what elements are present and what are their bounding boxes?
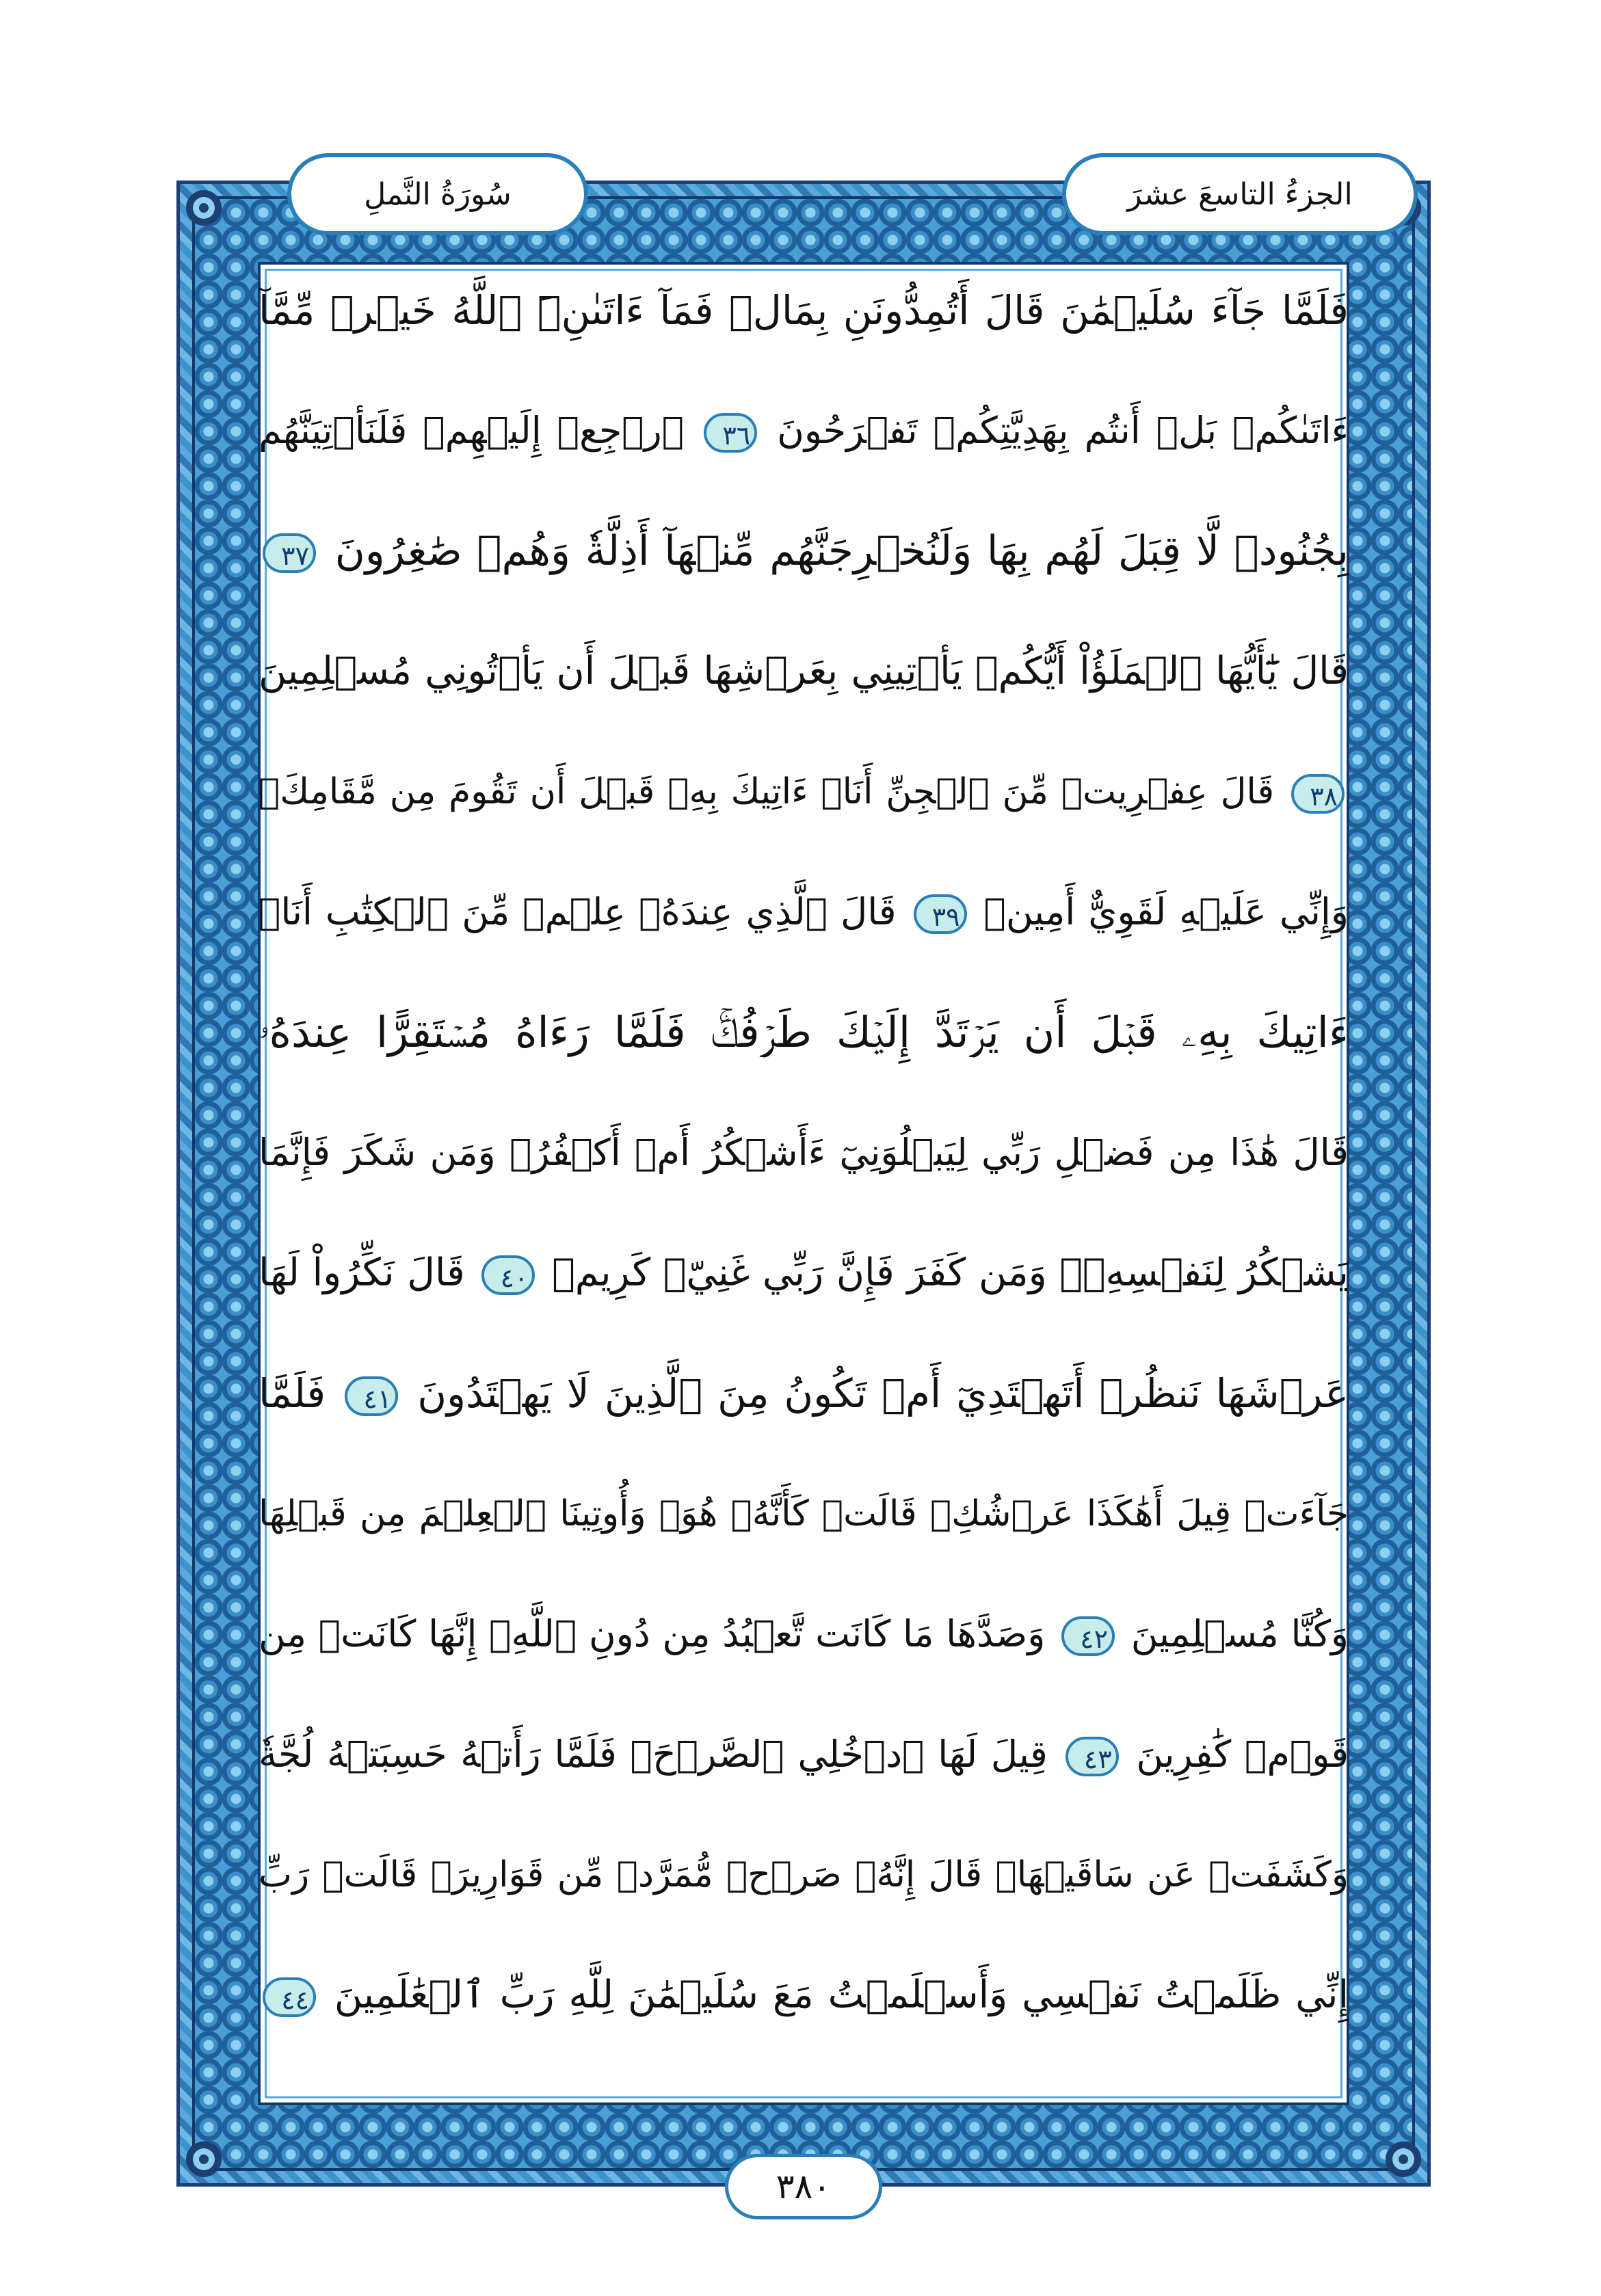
verse-text: قَالَ ٱلَّذِي عِندَهُۥ عِلۡمٞ مِّنَ ٱلۡكِتَٰبِ أَنَا۠: [259, 890, 897, 933]
page-number: ٣٨٠: [776, 2167, 832, 2206]
corner-ornament-icon: [183, 2139, 224, 2180]
text-line: [259, 617, 1349, 726]
surah-label: [287, 153, 588, 235]
ayah-marker-icon: ٤٠: [481, 1255, 535, 1295]
text-line: [259, 1459, 1349, 1569]
ayah-marker-icon: ٣٨: [1291, 774, 1345, 814]
text-line: [259, 1940, 1349, 2050]
verse-text: جَآءَتۡ قِيلَ أَهَٰكَذَا عَرۡشُكِۖ قَالَتۡ كَأَنَّهُۥ هُوَۚ وَأُوتِينَا ٱلۡعِلۡمَ مِن قَبۡلِهَا: [259, 1493, 1349, 1534]
ayah-marker-icon: ٣٧: [263, 533, 316, 573]
page-number-badge: [725, 2154, 882, 2219]
verse-text: قَوۡمٖ كَٰفِرِينَ: [1136, 1733, 1349, 1776]
verse-text: ءَاتِيكَ بِهِۦ قَبۡلَ أَن يَرۡتَدَّ إِلَيۡكَ طَرۡفُكَۚ فَلَمَّا رَءَاهُ مُسۡتَقِرًّا عِندَهُۥ: [259, 1007, 1349, 1057]
verse-text: يَشۡكُرُ لِنَفۡسِهِۦۖ وَمَن كَفَرَ فَإِنَّ رَبِّي غَنِيّٞ كَرِيمٞ: [552, 1251, 1349, 1295]
text-line: [259, 857, 1349, 967]
verse-text: ٱرۡجِعۡ إِلَيۡهِمۡ فَلَنَأۡتِيَنَّهُم: [259, 409, 685, 452]
verse-text: قَالَ عِفۡرِيتٞ مِّنَ ٱلۡجِنِّ أَنَا۠ ءَاتِيكَ بِهِۦ قَبۡلَ أَن تَقُومَ مِن مَّقَامِكَۖ: [259, 771, 1275, 812]
verse-text: وَصَدَّهَا مَا كَانَت تَّعۡبُدُ مِن دُونِ ٱللَّهِۖ إِنَّهَا كَانَتۡ مِن: [259, 1612, 1046, 1655]
ayah-marker-icon: ٣٦: [704, 413, 757, 453]
ayah-marker-icon: ٤٣: [1066, 1737, 1119, 1776]
text-line: [259, 1098, 1349, 1207]
text-line: [259, 1579, 1349, 1689]
verse-text: إِنِّي ظَلَمۡتُ نَفۡسِي وَأَسۡلَمۡتُ مَعَ سُلَيۡمَٰنَ لِلَّهِ رَبِّ ٱلۡعَٰلَمِينَ: [334, 1973, 1349, 2017]
text-line: [259, 1700, 1349, 1809]
verse-text: وَكَشَفَتۡ عَن سَاقَيۡهَاۚ قَالَ إِنَّهُۥ صَرۡحٞ مُّمَرَّدٞ مِّن قَوَارِيرَۗ قَالَتۡ رَبِّ: [259, 1854, 1349, 1895]
text-line: [259, 256, 1349, 365]
verse-text: وَكُنَّا مُسۡلِمِينَ: [1130, 1612, 1349, 1655]
text-line: [259, 1820, 1349, 1930]
corner-ornament-icon: [183, 187, 224, 228]
text-line: [259, 376, 1349, 485]
verse-text: ءَاتَىٰكُمۚ بَلۡ أَنتُم بِهَدِيَّتِكُمۡ تَفۡرَحُونَ: [777, 409, 1349, 452]
verse-text: بِجُنُودٖ لَّا قِبَلَ لَهُم بِهَا وَلَنُخۡرِجَنَّهُم مِّنۡهَآ أَذِلَّةٗ وَهُمۡ صَٰغِرُونَ: [334, 527, 1349, 575]
text-line: [259, 737, 1349, 846]
ayah-marker-icon: ٤١: [345, 1376, 398, 1416]
verse-text: فَلَمَّا: [259, 1370, 326, 1417]
verse-text: عَرۡشَهَا نَنظُرۡ أَتَهۡتَدِيٓ أَمۡ تَكُونُ مِنَ ٱلَّذِينَ لَا يَهۡتَدُونَ: [417, 1370, 1349, 1417]
ayah-marker-icon: ٤٢: [1061, 1616, 1115, 1656]
verse-text: فَلَمَّا جَآءَ سُلَيۡمَٰنَ قَالَ أَتُمِدُّونَنِ بِمَالٖ فَمَآ ءَاتَىٰنِۦَ ٱللَّهُ خَيۡرٞ مِّمَّآ: [259, 287, 1349, 334]
quran-text-block: [259, 256, 1349, 2102]
verse-text: قَالَ نَكِّرُواْ لَهَا: [259, 1251, 465, 1295]
ayah-marker-icon: ٣٩: [914, 894, 967, 934]
text-line: [259, 496, 1349, 606]
corner-ornament-icon: [1383, 2139, 1424, 2180]
text-line: [259, 1218, 1349, 1328]
verse-text: قَالَ هَٰذَا مِن فَضۡلِ رَبِّي لِيَبۡلُوَنِيٓ ءَأَشۡكُرُ أَمۡ أَكۡفُرُۖ وَمَن شَكَرَ فَإِنَّمَا: [259, 1131, 1349, 1174]
verse-text: قِيلَ لَهَا ٱدۡخُلِي ٱلصَّرۡحَۖ فَلَمَّا رَأَتۡهُ حَسِبَتۡهُ لُجَّةٗ: [259, 1733, 1048, 1776]
text-line: [259, 978, 1349, 1087]
text-line: [259, 1339, 1349, 1448]
surah-title: سُورَةُ النَّملِ: [364, 176, 512, 212]
ayah-marker-icon: ٤٤: [263, 1977, 316, 2017]
juz-title: الجزءُ التاسعَ عشرَ: [1127, 176, 1353, 212]
verse-text: قَالَ يَٰٓأَيُّهَا ٱلۡمَلَؤُاْ أَيُّكُمۡ يَأۡتِينِي بِعَرۡشِهَا قَبۡلَ أَن يَأۡتُونِي مُسۡلِمِينَ: [259, 649, 1349, 693]
verse-text: وَإِنِّي عَلَيۡهِ لَقَوِيٌّ أَمِينٞ: [983, 890, 1349, 933]
juz-label: [1062, 153, 1418, 235]
